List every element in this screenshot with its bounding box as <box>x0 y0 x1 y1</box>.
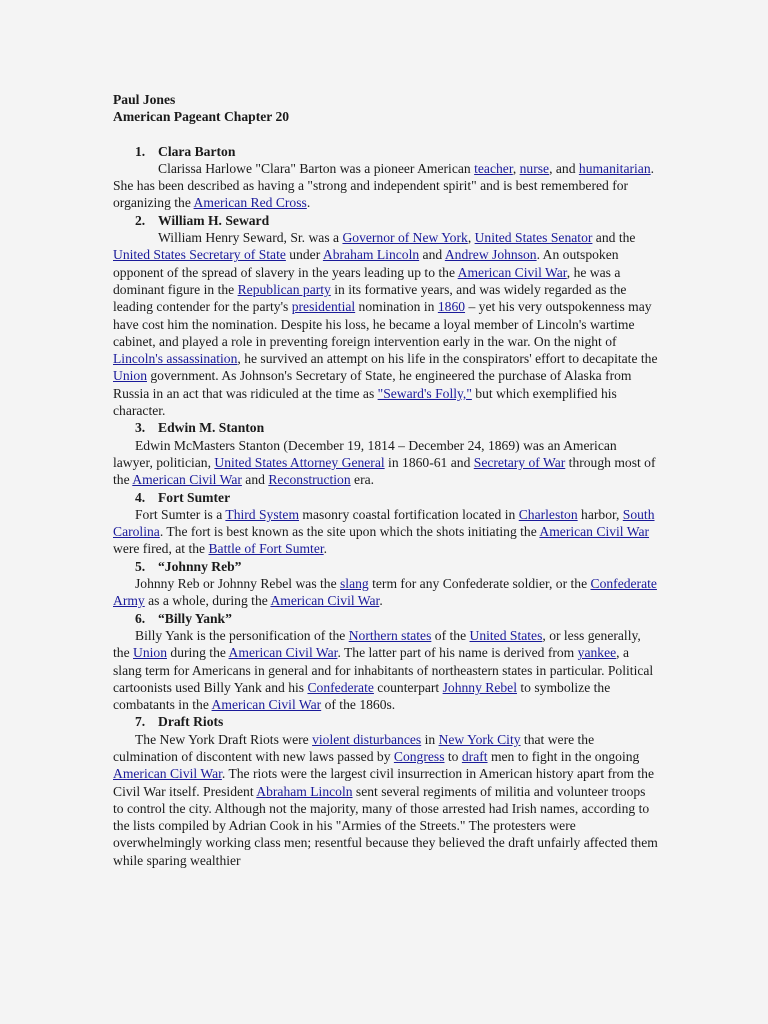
list-item-number: 4. <box>135 489 146 505</box>
list-item <box>113 489 658 558</box>
body-text: sent several regiments of militia and volunteer troops to control the city. Although not the majority, many of those arrested had Irish names, according to the lists compiled by Adrian Cook in his "Armies of the Streets." The protesters were overwhelmingly working class men; resentful because they believed the draft unfairly affected them while sparing wealthier <box>113 783 658 868</box>
list-item-title: Edwin M. Stanton <box>158 420 265 436</box>
body-text: Billy Yank is the personification of the <box>135 627 349 643</box>
hyperlink[interactable]: New York City <box>438 731 521 747</box>
hyperlink[interactable]: United States <box>469 627 543 643</box>
list-item <box>113 558 658 610</box>
list-item-heading <box>113 489 658 506</box>
hyperlink[interactable]: Union <box>113 368 147 384</box>
hyperlink[interactable]: Charleston <box>518 506 578 522</box>
list-item-body <box>113 229 658 419</box>
body-text: as a whole, during the <box>144 593 271 609</box>
hyperlink[interactable]: draft <box>461 748 488 764</box>
list-item-number: 5. <box>135 558 146 574</box>
hyperlink[interactable]: Abraham Lincoln <box>322 247 420 263</box>
body-text: , he was a dominant figure in the <box>113 264 621 297</box>
list-item-title: Fort Sumter <box>158 489 231 505</box>
hyperlink[interactable]: American Civil War <box>457 264 567 280</box>
list-item-title: William H. Seward <box>158 212 270 228</box>
list-item-heading <box>113 419 658 436</box>
body-text: masonry coastal fortification located in <box>299 506 519 522</box>
numbered-list <box>113 143 658 869</box>
hyperlink[interactable]: American Civil War <box>113 766 222 782</box>
hyperlink[interactable]: Northern states <box>348 627 432 643</box>
list-item-number: 7. <box>135 714 146 730</box>
hyperlink[interactable]: yankee <box>577 645 617 661</box>
list-item <box>113 143 658 212</box>
list-item-title: “Johnny Reb” <box>158 558 242 574</box>
hyperlink[interactable]: Johnny Rebel <box>442 679 517 695</box>
body-text: , <box>467 230 475 246</box>
list-item-heading <box>113 610 658 627</box>
document-content <box>113 91 658 869</box>
hyperlink[interactable]: Confederate Army <box>113 576 657 609</box>
hyperlink[interactable]: Reconstruction <box>268 472 351 488</box>
body-text: William Henry Seward, Sr. was a <box>158 230 343 246</box>
body-text: Fort Sumter is a <box>135 506 226 522</box>
body-text: and <box>419 247 445 263</box>
body-text: , a slang term for Americans in general and for inhabitants of northeastern states in particular. Political cartoonists used Billy Yank and his <box>113 645 654 695</box>
body-text: and the <box>592 230 636 246</box>
hyperlink[interactable]: teacher <box>474 160 513 176</box>
hyperlink[interactable]: Lincoln's assassination <box>113 351 238 367</box>
list-item-body <box>113 160 658 212</box>
list-item-body <box>113 575 658 610</box>
body-text: . <box>306 195 311 211</box>
hyperlink[interactable]: Third System <box>225 506 300 522</box>
hyperlink[interactable]: United States Senator <box>474 230 593 246</box>
body-text: . The fort is best known as the site upon which the shots initiating the <box>159 524 540 540</box>
hyperlink[interactable]: American Civil War <box>539 524 650 540</box>
body-text: men to fight in the ongoing <box>487 748 640 764</box>
hyperlink[interactable]: United States Attorney General <box>214 454 385 470</box>
hyperlink[interactable]: American Civil War <box>132 472 242 488</box>
body-text: term for any Confederate soldier, or the <box>368 576 591 592</box>
body-text: . <box>323 541 328 557</box>
document-title: American Pageant Chapter 20 <box>113 109 290 125</box>
hyperlink[interactable]: Confederate <box>307 679 374 695</box>
body-text: in <box>421 731 439 747</box>
list-item-title: “Billy Yank” <box>158 610 232 626</box>
list-item-title: Clara Barton <box>158 143 236 159</box>
body-text: Johnny Reb or Johnny Rebel was the <box>135 576 341 592</box>
body-text: – yet his very outspokenness may have cost him the nomination. Despite his loss, he became a loyal member of Lincoln's wartime cabinet, and played a role in preventing foreign intervention early in the war. On the night of <box>113 299 652 349</box>
list-item <box>113 419 658 488</box>
body-text: government. As Johnson's Secretary of State, he engineered the purchase of Alaska from Russia in an act that was ridiculed at the time as <box>113 368 632 401</box>
hyperlink[interactable]: Andrew Johnson <box>444 247 537 263</box>
body-text: . The riots were the largest civil insurrection in American history apart from the Civil War itself. President <box>113 766 654 799</box>
body-text: . <box>379 593 383 609</box>
author-name: Paul Jones <box>113 92 176 107</box>
hyperlink[interactable]: presidential <box>291 299 356 315</box>
list-item-number: 2. <box>135 212 146 228</box>
hyperlink[interactable]: American Civil War <box>270 593 380 609</box>
list-item-body <box>113 437 658 489</box>
body-text: during the <box>167 645 229 661</box>
body-text: . She has been described as having a "strong and independent spirit" and is best remembered for organizing the <box>113 160 655 211</box>
hyperlink[interactable]: Battle of Fort Sumter <box>208 541 324 557</box>
body-text: . The latter part of his name is derived from <box>337 645 578 661</box>
hyperlink[interactable]: humanitarian <box>578 160 651 176</box>
hyperlink[interactable]: Union <box>133 645 167 661</box>
body-text: nomination in <box>355 299 438 315</box>
body-text: , and <box>549 160 579 176</box>
list-item-number: 6. <box>135 610 146 626</box>
hyperlink[interactable]: American Civil War <box>211 697 322 713</box>
list-item-body <box>113 627 658 713</box>
body-text: The New York Draft Riots were <box>135 731 313 747</box>
list-item-heading <box>113 558 658 575</box>
list-item-heading <box>113 143 658 160</box>
body-text: under <box>285 247 323 263</box>
hyperlink[interactable]: nurse <box>519 160 550 176</box>
body-text: , <box>512 160 520 176</box>
body-text: that were the culmination of discontent with new laws passed by <box>113 731 595 764</box>
body-text: , he survived an attempt on his life in the conspirators' effort to decapitate the <box>237 351 658 367</box>
body-text: were fired, at the <box>113 541 209 557</box>
body-text: in its formative years, and was widely regarded as the leading contender for the party's <box>113 281 627 315</box>
list-item <box>113 713 658 869</box>
hyperlink[interactable]: Secretary of War <box>473 454 566 470</box>
list-item-heading <box>113 713 658 730</box>
body-text: and <box>241 472 269 488</box>
hyperlink[interactable]: Governor of New York <box>342 230 468 246</box>
hyperlink[interactable]: "Seward's Folly," <box>377 385 472 401</box>
hyperlink[interactable]: 1860 <box>437 299 466 315</box>
hyperlink[interactable]: American Red Cross <box>193 195 307 211</box>
hyperlink[interactable]: slang <box>340 576 369 592</box>
hyperlink[interactable]: Republican party <box>237 281 331 297</box>
body-text: in 1860-61 and <box>384 454 474 470</box>
hyperlink[interactable]: American Civil War <box>228 645 338 661</box>
body-text: era. <box>350 472 375 488</box>
list-item-body <box>113 506 658 558</box>
hyperlink[interactable]: Abraham Lincoln <box>256 783 353 799</box>
hyperlink[interactable]: United States Secretary of State <box>113 247 286 263</box>
body-text: Clarissa Harlowe "Clara" Barton was a pioneer American <box>158 160 475 176</box>
list-item-number: 1. <box>135 143 146 159</box>
body-text: through most of the <box>113 454 656 488</box>
body-text: . An outspoken opponent of the spread of slavery in the years leading up to the <box>113 247 619 280</box>
body-text: to symbolize the combatants in the <box>113 679 611 713</box>
body-text: of the <box>431 627 470 643</box>
hyperlink[interactable]: Congress <box>393 748 445 764</box>
body-text: of the 1860s. <box>321 697 396 713</box>
body-text: harbor, <box>577 506 623 522</box>
spacer <box>113 126 658 143</box>
hyperlink[interactable]: South Carolina <box>113 506 655 540</box>
list-item-body <box>113 731 658 869</box>
list-item <box>113 212 658 420</box>
body-text: , or less generally, the <box>113 627 641 661</box>
hyperlink[interactable]: violent disturbances <box>312 731 422 747</box>
body-text: but which exemplified his character. <box>113 385 617 419</box>
list-item <box>113 610 658 714</box>
list-item-heading <box>113 212 658 229</box>
body-text: to <box>444 748 462 764</box>
body-text: counterpart <box>373 679 443 695</box>
list-item-number: 3. <box>135 420 146 436</box>
list-item-title: Draft Riots <box>158 714 224 730</box>
body-text: Edwin McMasters Stanton (December 19, 1814 – December 24, 1869) was an American lawyer, politician, <box>113 437 617 470</box>
